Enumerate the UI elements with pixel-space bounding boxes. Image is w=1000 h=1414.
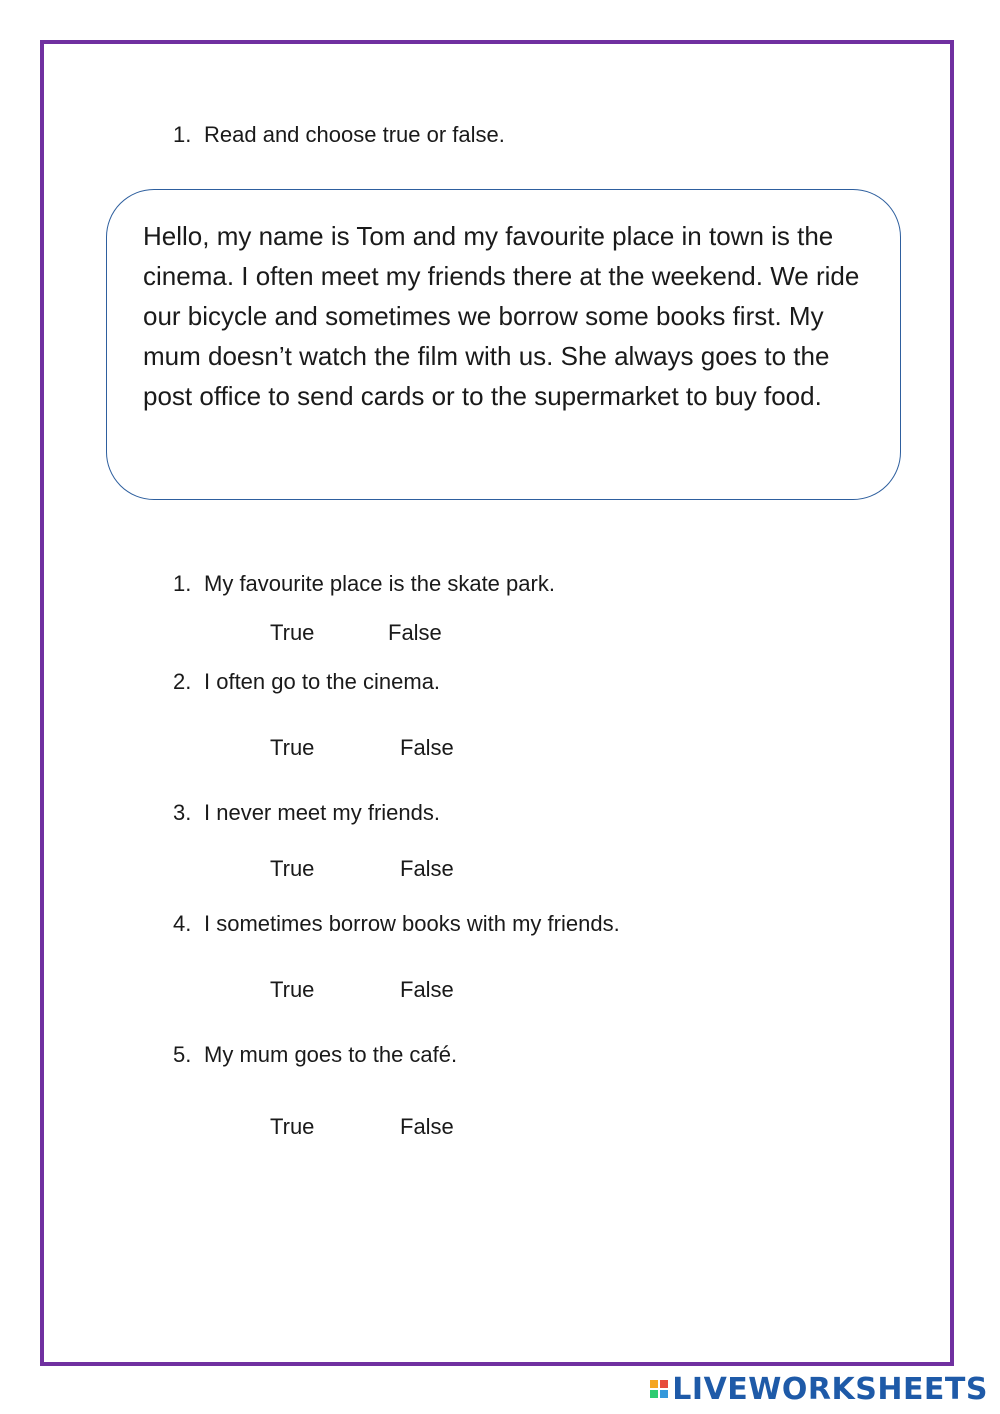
q4-true-option[interactable]: True: [270, 977, 315, 1002]
reading-passage: Hello, my name is Tom and my favourite place in town is the cinema. I often meet my friends there at the weekend. We ride our bicycle and sometimes we borrow some books first. My mum doesn’t watch the film with us. She always goes to the post office to send cards or to the supermarket to buy food.: [143, 221, 860, 411]
question-number: 2.: [173, 669, 192, 694]
instruction: [173, 122, 505, 148]
instruction-number: 1.: [173, 122, 192, 147]
question-number: 3.: [173, 800, 192, 825]
q5-true-option[interactable]: True: [270, 1114, 315, 1139]
question-4: [173, 911, 620, 937]
q1-true-option[interactable]: True: [270, 620, 315, 645]
q3-false-option[interactable]: False: [400, 856, 454, 881]
logo-text: LIVEWORKSHEETS: [672, 1371, 988, 1407]
question-1: [173, 571, 555, 597]
question-number: 4.: [173, 911, 192, 936]
q2-true-option[interactable]: True: [270, 735, 315, 760]
q5-false-option[interactable]: False: [400, 1114, 454, 1139]
question-number: 1.: [173, 571, 192, 596]
question-text: I never meet my friends.: [204, 800, 440, 825]
question-text: I sometimes borrow books with my friends.: [204, 911, 620, 936]
logo-blocks-icon: [650, 1380, 668, 1398]
q3-true-option[interactable]: True: [270, 856, 315, 881]
question-text: I often go to the cinema.: [204, 669, 441, 694]
q2-false-option[interactable]: False: [400, 735, 454, 760]
question-number: 5.: [173, 1042, 192, 1067]
liveworksheets-logo: [650, 1372, 988, 1406]
question-3: [173, 800, 440, 826]
question-text: My favourite place is the skate park.: [204, 571, 555, 596]
question-text: My mum goes to the café.: [204, 1042, 458, 1067]
instruction-text: Read and choose true or false.: [204, 122, 505, 147]
q1-false-option[interactable]: False: [388, 620, 442, 645]
question-2: [173, 669, 440, 695]
q4-false-option[interactable]: False: [400, 977, 454, 1002]
question-5: [173, 1042, 457, 1068]
